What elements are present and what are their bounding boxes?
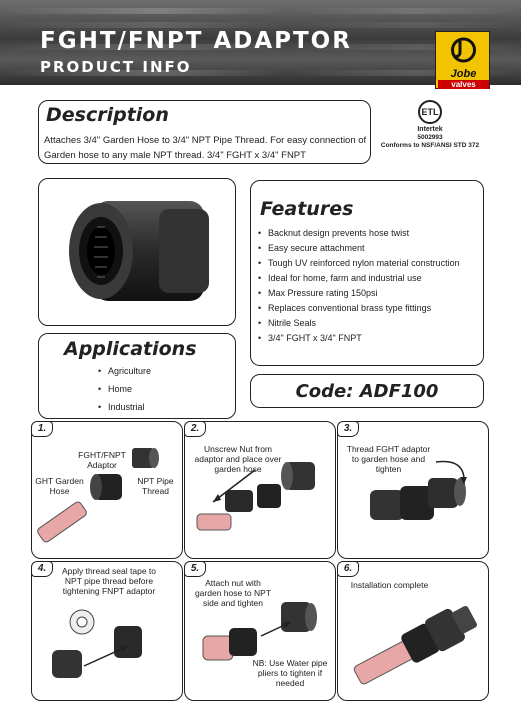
list-item: • Easy secure attachment	[258, 241, 460, 256]
list-item: • Backnut design prevents hose twist	[258, 226, 460, 241]
cert-name: Intertek	[417, 126, 443, 133]
applications-heading: Applications	[64, 338, 197, 360]
step-label: Attach nut with garden hose to NPT side and tighten	[194, 578, 272, 608]
list-item: • Tough UV reinforced nylon material construction	[258, 256, 460, 271]
step-6-panel	[337, 561, 489, 701]
step-4-illustration-icon	[32, 562, 184, 702]
step-2-panel	[184, 421, 336, 559]
adaptor-photo-icon	[39, 179, 237, 327]
logo-word: Jobe	[450, 68, 477, 80]
step-number: 1.	[31, 421, 53, 437]
step-number: 3.	[337, 421, 359, 437]
cert-standard: Conforms to NSF/ANSI STD 372	[380, 142, 480, 149]
step-note: NB: Use Water pipe pliers to tighten if needed	[252, 658, 328, 688]
step-number: 6.	[337, 561, 359, 577]
step-label: Apply thread seal tape to NPT pipe thread before tightening FNPT adaptor	[61, 566, 157, 596]
step-number: 5.	[184, 561, 206, 577]
list-item: • Industrial	[98, 398, 151, 416]
features-heading: Features	[260, 198, 354, 220]
step-1-panel	[31, 421, 183, 559]
step-2-illustration-icon	[185, 422, 337, 560]
list-item: • Agriculture	[98, 362, 151, 380]
page-title: FGHT/FNPT ADAPTOR	[40, 28, 352, 54]
step-5-panel	[184, 561, 336, 701]
step-label: Thread FGHT adaptor to garden hose and tighten	[346, 444, 431, 474]
list-item: • Home	[98, 380, 151, 398]
applications-list	[98, 362, 151, 416]
step-1-illustration-icon	[32, 422, 184, 560]
list-item: • Replaces conventional brass type fittings	[258, 301, 460, 316]
step-3-panel	[337, 421, 489, 559]
list-item: • Ideal for home, farm and industrial use	[258, 271, 460, 286]
step-label: GHT Garden Hose	[35, 476, 84, 496]
list-item: • 3/4" FGHT x 3/4" FNPT	[258, 331, 460, 346]
step-4-panel	[31, 561, 183, 701]
step-5-illustration-icon	[185, 562, 337, 702]
etl-mark-icon: ETL	[418, 100, 442, 124]
description-heading: Description	[46, 104, 169, 126]
step-label: NPT Pipe Thread	[137, 476, 174, 496]
step-label: FGHT/FNPT Adaptor	[78, 450, 126, 470]
step-label: Unscrew Nut from adaptor and place over garden hose	[194, 444, 282, 474]
step-number: 4.	[31, 561, 53, 577]
description-text: Attaches 3/4" Garden Hose to 3/4" NPT Pipe Thread. For easy connection of Garden hose to any male NPT thread. 3/4" FGHT x 3/4" FNPT	[44, 135, 367, 161]
logo-subword: valves	[438, 80, 489, 89]
product-photo-panel	[38, 178, 236, 326]
step-label: Installation complete	[350, 580, 429, 590]
list-item: • Nitrile Seals	[258, 316, 460, 331]
step-3-illustration-icon	[338, 422, 490, 560]
certification	[380, 100, 480, 150]
step-number: 2.	[184, 421, 206, 437]
step-6-illustration-icon	[338, 562, 490, 702]
product-code: Code: ADF100	[250, 374, 484, 408]
jobe-logo	[435, 31, 490, 89]
page-subtitle: PRODUCT INFO	[40, 58, 192, 76]
cert-number: 5002993	[417, 134, 443, 141]
list-item: • Max Pressure rating 150psi	[258, 286, 460, 301]
features-list	[258, 226, 460, 346]
logo-mark-icon	[436, 32, 491, 68]
